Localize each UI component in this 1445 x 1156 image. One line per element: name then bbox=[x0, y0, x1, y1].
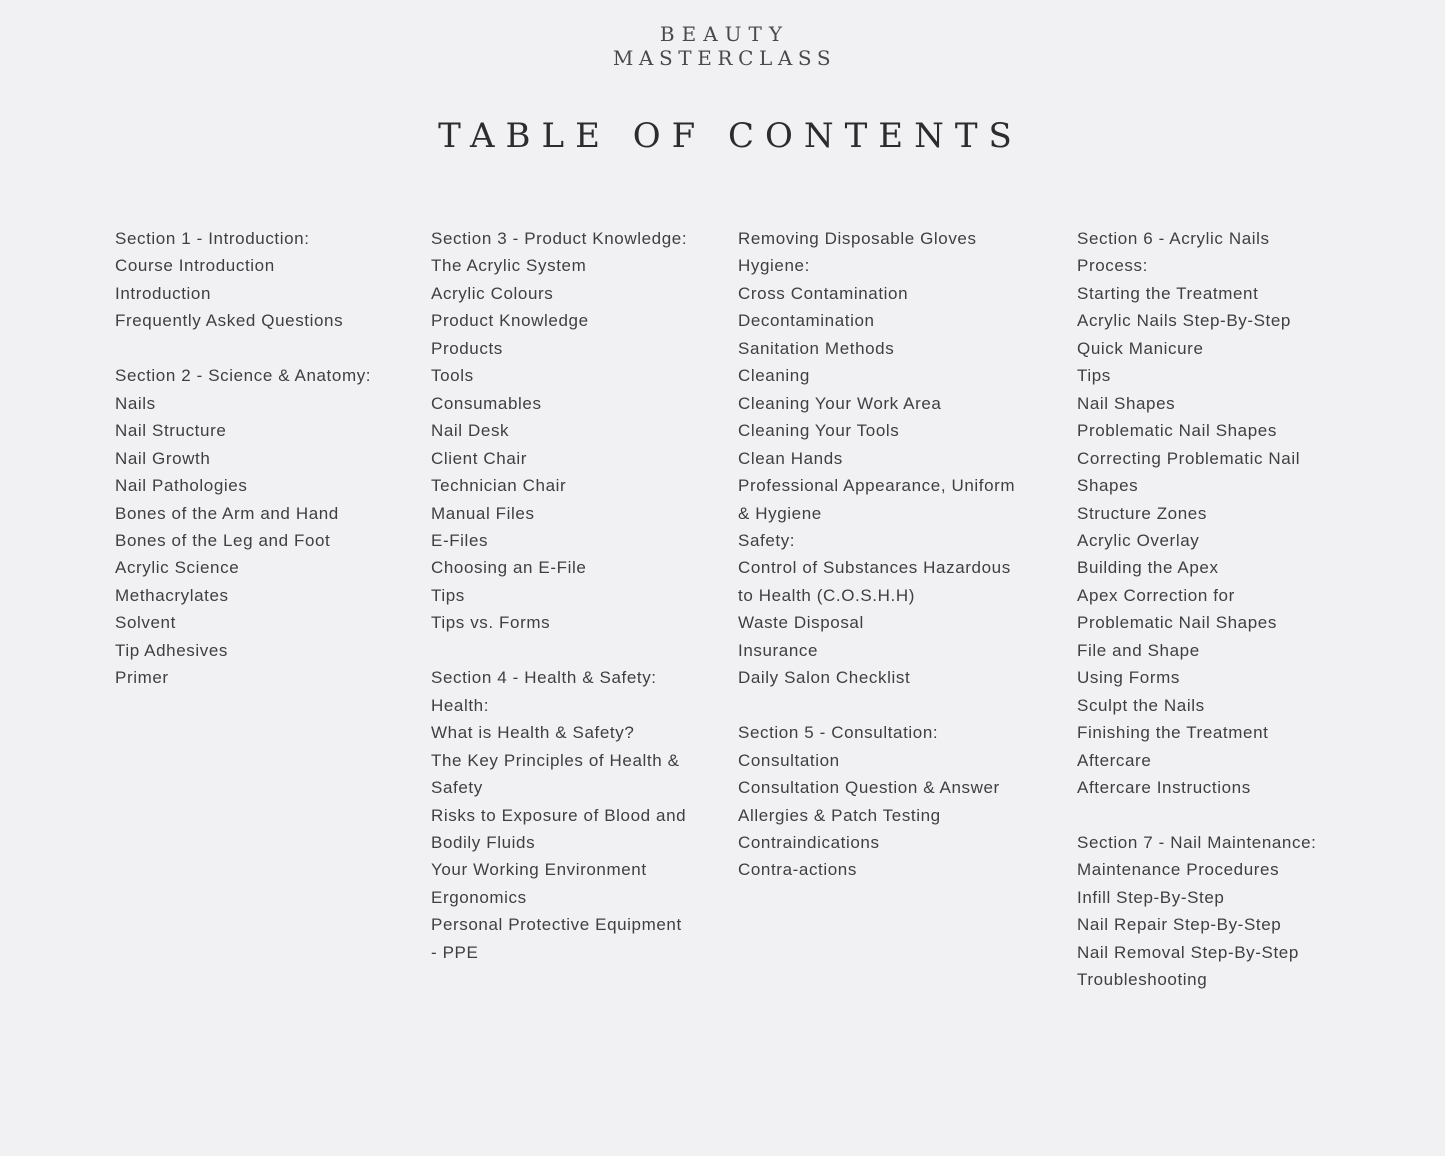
toc-entry: Your Working Environment bbox=[431, 860, 647, 880]
toc-entry: Removing Disposable Gloves bbox=[738, 229, 977, 248]
toc-entry: Aftercare Instructions bbox=[1077, 778, 1251, 798]
toc-column-4 bbox=[1077, 225, 1377, 994]
toc-entry: Technician Chair bbox=[431, 476, 567, 496]
toc-entry: Contra-actions bbox=[738, 860, 857, 880]
toc-entry: Tips vs. Forms bbox=[431, 613, 551, 633]
toc-entry: Consultation bbox=[738, 750, 840, 770]
toc-entry: Frequently Asked Questions bbox=[115, 311, 344, 331]
toc-entry: - PPE bbox=[431, 942, 479, 962]
toc-entry: Health: bbox=[431, 695, 490, 715]
toc-entry: Building the Apex bbox=[1077, 558, 1219, 578]
brand-line-masterclass: MASTERCLASS bbox=[612, 46, 837, 70]
toc-entry: File and Shape bbox=[1077, 640, 1200, 660]
toc-spacer bbox=[115, 335, 405, 362]
brand-line-beauty: BEAUTY bbox=[659, 22, 790, 46]
toc-entry: Contraindications bbox=[738, 832, 880, 852]
toc-entry: Cleaning Your Work Area bbox=[738, 393, 942, 413]
toc-entry: E-Files bbox=[431, 530, 489, 550]
toc-entry: Nail Repair Step-By-Step bbox=[1077, 915, 1282, 935]
toc-entry: Consumables bbox=[431, 393, 542, 413]
toc-entry: Professional Appearance, Uniform bbox=[738, 476, 1016, 496]
toc-entry: The Key Principles of Health & bbox=[431, 750, 680, 770]
toc-entry: Tips bbox=[431, 585, 465, 605]
toc-entry: Safety bbox=[431, 778, 483, 798]
toc-entry: What is Health & Safety? bbox=[431, 723, 635, 743]
toc-entry: Maintenance Procedures bbox=[1077, 860, 1280, 880]
page-title: TABLE OF CONTENTS bbox=[438, 116, 1023, 156]
toc-entry: Tip Adhesives bbox=[115, 640, 229, 660]
toc-entry: Section 1 - Introduction: bbox=[115, 229, 310, 248]
toc-entry: Waste Disposal bbox=[738, 613, 864, 633]
toc-entry: Risks to Exposure of Blood and bbox=[431, 805, 687, 825]
toc-entry: Cross Contamination bbox=[738, 283, 909, 303]
toc-entry: Starting the Treatment bbox=[1077, 283, 1259, 303]
toc-entry: Primer bbox=[115, 668, 169, 688]
toc-entry: Manual Files bbox=[431, 503, 535, 523]
toc-entry: Section 2 - Science & Anatomy: bbox=[115, 366, 372, 386]
toc-entry: Correcting Problematic Nail bbox=[1077, 448, 1301, 468]
toc-entry: Quick Manicure bbox=[1077, 338, 1204, 358]
toc-entry: Choosing an E-File bbox=[431, 558, 587, 578]
toc-entry: Section 7 - Nail Maintenance: bbox=[1077, 832, 1317, 852]
toc-entry: Acrylic Science bbox=[115, 558, 240, 578]
toc-entry: Control of Substances Hazardous bbox=[738, 558, 1011, 578]
toc-entry: Sculpt the Nails bbox=[1077, 695, 1205, 715]
toc-entry: Nail Growth bbox=[115, 448, 211, 468]
toc-entry: Nails bbox=[115, 393, 156, 413]
toc-entry: Decontamination bbox=[738, 311, 875, 331]
toc-spacer bbox=[1077, 802, 1377, 829]
toc-column-3 bbox=[738, 225, 1058, 884]
toc-entry: Clean Hands bbox=[738, 448, 843, 468]
toc-entry: Tools bbox=[431, 366, 474, 386]
toc-entry: Nail Pathologies bbox=[115, 476, 248, 496]
toc-entry: Client Chair bbox=[431, 448, 528, 468]
toc-entry: Shapes bbox=[1077, 476, 1139, 496]
toc-column-1 bbox=[115, 225, 405, 692]
toc-entry: Nail Structure bbox=[115, 421, 227, 441]
toc-entry: Acrylic Colours bbox=[431, 283, 554, 303]
toc-entry: Section 4 - Health & Safety: bbox=[431, 668, 657, 688]
toc-entry: Troubleshooting bbox=[1077, 970, 1208, 990]
toc-spacer bbox=[738, 692, 1058, 719]
toc-entry: The Acrylic System bbox=[431, 256, 587, 276]
toc-entry: Problematic Nail Shapes bbox=[1077, 421, 1277, 441]
toc-entry: Problematic Nail Shapes bbox=[1077, 613, 1277, 633]
toc-entry: Using Forms bbox=[1077, 668, 1180, 688]
toc-entry: Solvent bbox=[115, 613, 176, 633]
toc-entry: Acrylic Overlay bbox=[1077, 530, 1200, 550]
toc-column-2 bbox=[431, 225, 721, 966]
toc-entry: Nail Removal Step-By-Step bbox=[1077, 942, 1299, 962]
brand-logo bbox=[0, 22, 1445, 70]
toc-entry: Finishing the Treatment bbox=[1077, 723, 1269, 743]
toc-entry: Acrylic Nails Step-By-Step bbox=[1077, 311, 1291, 331]
toc-entry: Introduction bbox=[115, 283, 212, 303]
toc-entry: Structure Zones bbox=[1077, 503, 1207, 523]
toc-entry: Nail Shapes bbox=[1077, 393, 1176, 413]
toc-entry: & Hygiene bbox=[738, 503, 822, 523]
toc-entry: Section 5 - Consultation: bbox=[738, 723, 939, 743]
toc-entry: Hygiene: bbox=[738, 256, 810, 276]
toc-entry: Bones of the Arm and Hand bbox=[115, 503, 339, 523]
toc-entry: Ergonomics bbox=[431, 887, 527, 907]
toc-entry: Sanitation Methods bbox=[738, 338, 895, 358]
toc-entry: Product Knowledge bbox=[431, 311, 589, 331]
toc-spacer bbox=[431, 637, 721, 664]
toc-entry: Allergies & Patch Testing bbox=[738, 805, 941, 825]
toc-entry: Consultation Question & Answer bbox=[738, 778, 1000, 798]
toc-entry: Infill Step-By-Step bbox=[1077, 887, 1225, 907]
toc-entry: Bones of the Leg and Foot bbox=[115, 530, 331, 550]
toc-entry: Bodily Fluids bbox=[431, 832, 536, 852]
toc-entry: Daily Salon Checklist bbox=[738, 668, 911, 688]
toc-entry: Cleaning bbox=[738, 366, 810, 386]
toc-entry: Personal Protective Equipment bbox=[431, 915, 682, 935]
toc-entry: Section 3 - Product Knowledge: bbox=[431, 229, 688, 248]
toc-entry: Products bbox=[431, 338, 503, 358]
toc-entry: Process: bbox=[1077, 256, 1148, 276]
toc-entry: Cleaning Your Tools bbox=[738, 421, 900, 441]
toc-entry: Tips bbox=[1077, 366, 1111, 386]
toc-entry: Apex Correction for bbox=[1077, 585, 1235, 605]
toc-entry: Safety: bbox=[738, 530, 796, 550]
toc-entry: Aftercare bbox=[1077, 750, 1152, 770]
toc-entry: Methacrylates bbox=[115, 585, 229, 605]
toc-entry: Nail Desk bbox=[431, 421, 510, 441]
toc-entry: Insurance bbox=[738, 640, 819, 660]
toc-entry: to Health (C.O.S.H.H) bbox=[738, 585, 915, 605]
toc-entry: Course Introduction bbox=[115, 256, 275, 276]
toc-entry: Section 6 - Acrylic Nails bbox=[1077, 229, 1270, 248]
